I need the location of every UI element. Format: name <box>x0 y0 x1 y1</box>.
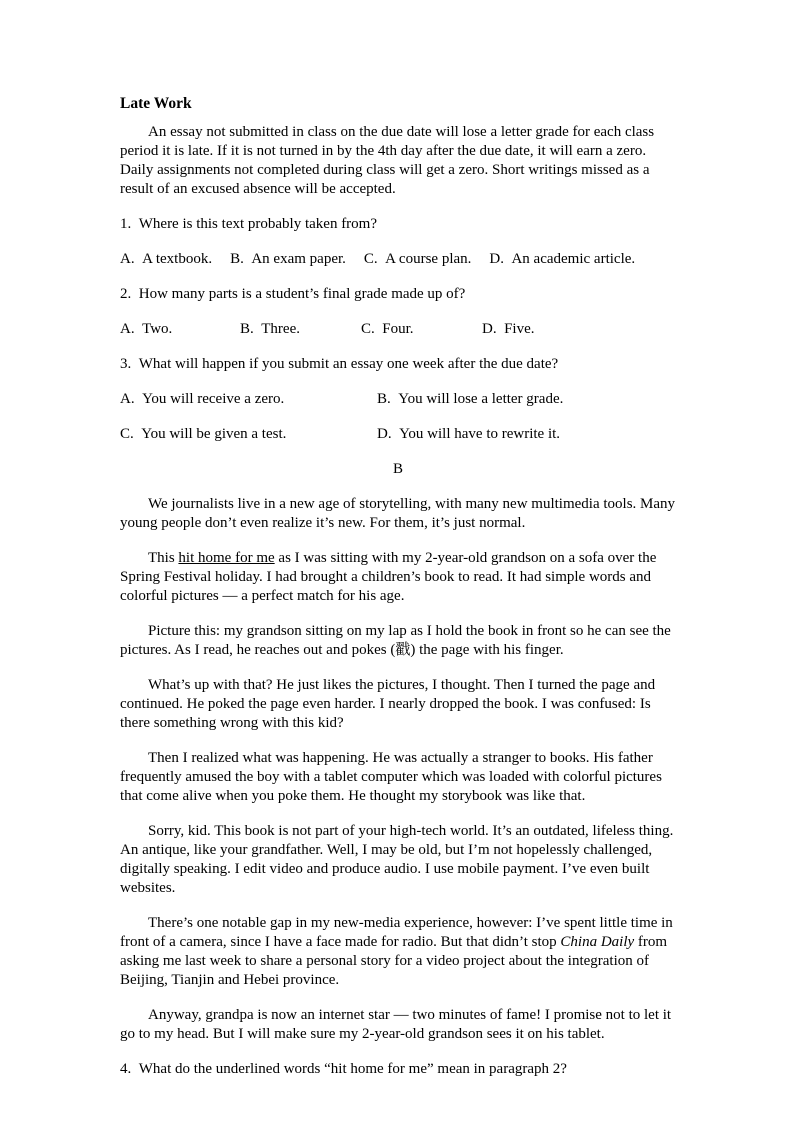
underline-phrase: hit home for me <box>178 550 275 566</box>
text-run: Picture this: my grandson sitting on my lap as I hold the book in front so he can see the pictures. As I read, he reaches out and pokes (戳) the page with his finger. <box>120 623 671 658</box>
passage-b-paragraph-7 <box>120 914 676 990</box>
text-run: We journalists live in a new age of storytelling, with many new multimedia tools. Many young people don’t even realize it’s new. For them, it’s just normal. <box>120 496 676 531</box>
question-4-number: 4. <box>120 1061 139 1077</box>
text-run: An essay not submitted in class on the due date will lose a letter grade for each class period it is late. If it is not turned in by the 4th day after the due date, it will earn a zero. Daily assignments not completed during class will get a zero. Short writings missed as a result of an excused absence will be accepted. <box>120 124 655 197</box>
text-run: What’s up with that? He just likes the pictures, I thought. Then I turned the page and continued. He poked the page even harder. I nearly dropped the book. I was confused: Is there something wrong with this kid? <box>120 677 656 731</box>
passage-b-paragraph-6 <box>120 822 676 898</box>
question-1-option-C: C. A course plan. <box>363 251 472 267</box>
section-b-header: B <box>392 461 403 477</box>
question-2-option-D: D. Five. <box>482 321 535 337</box>
question-3-option-B: B. You will lose a letter grade. <box>377 391 564 407</box>
question-4-text: What do the underlined words “hit home for me” mean in paragraph 2? <box>138 1061 567 1077</box>
question-2-options <box>120 320 676 339</box>
question-1-text: Where is this text probably taken from? <box>138 216 378 232</box>
passage-b-paragraph-5 <box>120 749 676 806</box>
text-run: as I was sitting with my 2-year-old grandson on a sofa over the Spring Festival holiday. I had brought a children’s book to read. It had simple words and colorful pictures — a perfect match for his age. <box>120 550 657 604</box>
question-3-options <box>120 390 676 444</box>
passage-b-paragraph-2 <box>120 549 676 606</box>
question-3-option-A: A. You will receive a zero. <box>120 391 285 407</box>
question-1-option-B: B. An exam paper. <box>230 251 346 267</box>
question-1-options <box>120 250 676 269</box>
question-3-option-D: D. You will have to rewrite it. <box>377 426 561 442</box>
passage-b-paragraph-1 <box>120 495 676 533</box>
passage-b-paragraph-3 <box>120 622 676 660</box>
text-run: There’s one notable gap in my new-media experience, however: I’ve spent little time in front of a camera, since I have a face made for radio. But that didn’t stop <box>120 915 673 950</box>
question-2-number: 2. <box>120 286 139 302</box>
italic-phrase: China Daily <box>560 934 635 950</box>
passage-a-questions <box>120 215 676 444</box>
question-3-text: What will happen if you submit an essay one week after the due date? <box>138 356 559 372</box>
question-2-text: How many parts is a student’s final grade made up of? <box>138 286 466 302</box>
passage-b-questions <box>120 1060 676 1079</box>
question-2 <box>120 285 676 304</box>
question-1-option-D: D. An academic article. <box>489 251 636 267</box>
question-1 <box>120 215 676 234</box>
question-2-option-A: A. Two. <box>120 321 173 337</box>
question-4 <box>120 1060 676 1079</box>
text-run: from asking me last week to share a personal story for a video project about the integration of Beijing, Tianjin and Hebei province. <box>120 934 668 988</box>
passage-b-body <box>120 495 676 1044</box>
passage-a-body <box>120 123 676 199</box>
text-run: Then I realized what was happening. He was actually a stranger to books. His father frequently amused the boy with a tablet computer which was loaded with colorful pictures that come alive when you poke them. He thought my storybook was like that. <box>120 750 662 804</box>
question-2-option-C: C. Four. <box>361 321 414 337</box>
question-3-number: 3. <box>120 356 139 372</box>
passage-b-paragraph-4 <box>120 676 676 733</box>
question-1-number: 1. <box>120 216 139 232</box>
text-run: Anyway, grandpa is now an internet star — two minutes of fame! I promise not to let it go to my head. But I will make sure my 2-year-old grandson sees it on his tablet. <box>120 1007 672 1042</box>
passage-a-title: Late Work <box>120 95 192 112</box>
question-2-option-B: B. Three. <box>240 321 300 337</box>
text-run: This <box>148 550 179 566</box>
question-1-option-A: A. A textbook. <box>120 251 213 267</box>
question-3 <box>120 355 676 374</box>
text-run: Sorry, kid. This book is not part of your high-tech world. It’s an outdated, lifeless thing. An antique, like your grandfather. Well, I may be old, but I’m not hopelessly challenged, digitally speaking. I edit video and produce audio. I use mobile payment. I’ve even built websites. <box>120 823 674 896</box>
passage-b-paragraph-8 <box>120 1006 676 1044</box>
passage-a-paragraph-1 <box>120 123 676 199</box>
question-3-option-C: C. You will be given a test. <box>120 426 287 442</box>
